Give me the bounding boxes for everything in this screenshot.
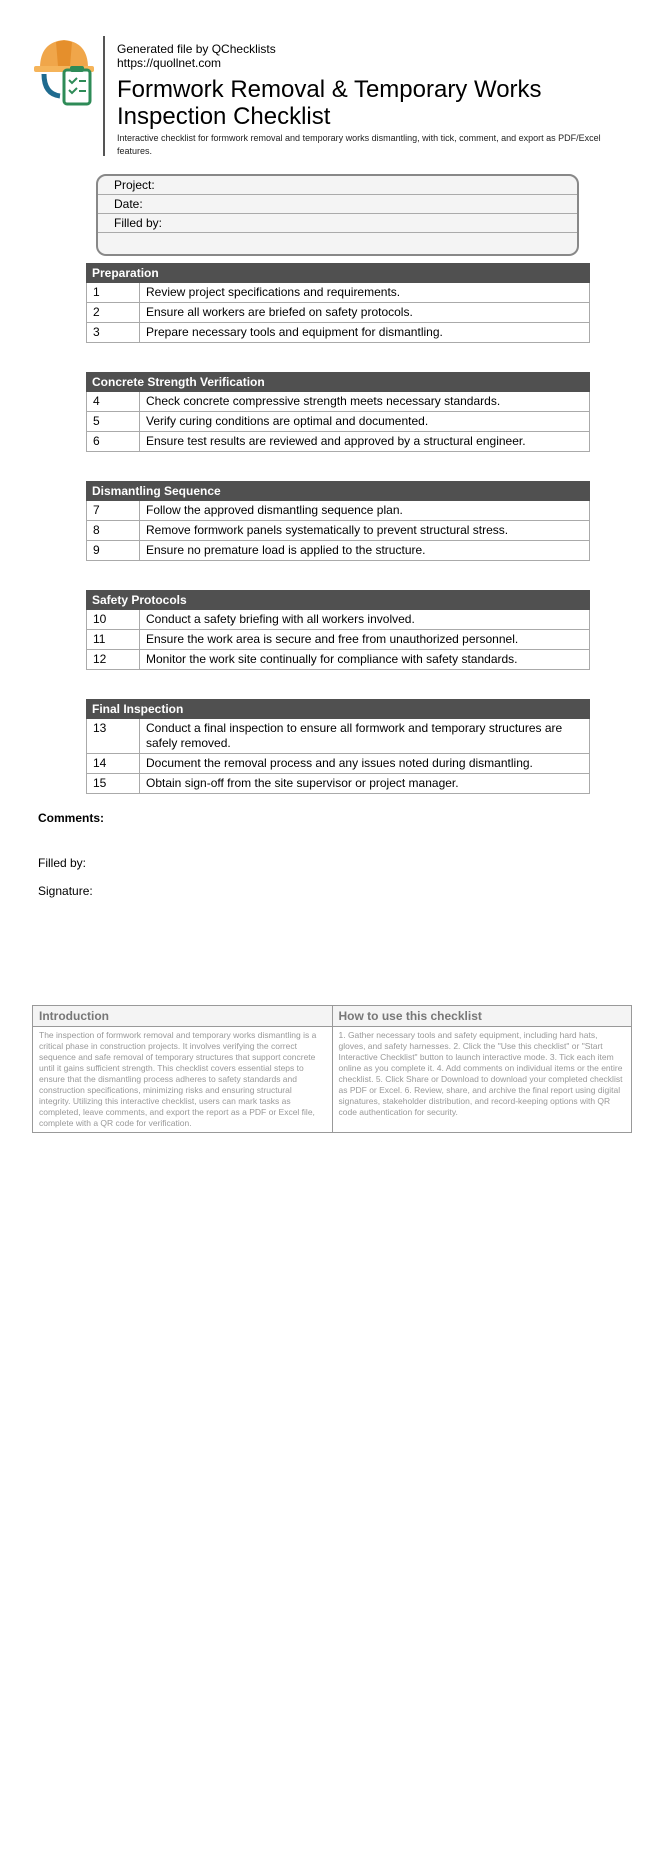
- item-number: 1: [87, 283, 140, 302]
- item-text: Monitor the work site continually for compliance with safety standards.: [146, 652, 518, 666]
- item-number: 14: [87, 754, 140, 773]
- section-concrete-strength: [86, 372, 590, 452]
- checklist-row[interactable]: [86, 432, 590, 452]
- howto-body: 1. Gather necessary tools and safety equipment, including hard hats, gloves, and safety harnesses. 2. Click the "Use this checklist" or "Start Interactive Checklist" button to launch interactive mode. 3. Tick each item online as you complete it. 4. Add comments on individual items or the entire checklist. 5. Click Share or Download to download your completed checklist as PDF or Excel. 6. Review, share, and archive the final report using digital signatures, stakeholder distribution, and record-keeping options with QR code authentication for security.: [338, 1030, 623, 1117]
- item-text: Prepare necessary tools and equipment for dismantling.: [146, 325, 443, 339]
- item-number: 9: [87, 541, 140, 560]
- section-title: Safety Protocols: [86, 590, 590, 610]
- introduction-column: [33, 1006, 332, 1132]
- item-number: 15: [87, 774, 140, 793]
- item-text: Conduct a final inspection to ensure all formwork and temporary structures are safely removed.: [146, 721, 563, 750]
- hardhat-checklist-logo-icon: [34, 36, 104, 112]
- introduction-title: Introduction: [33, 1006, 332, 1027]
- item-text: Ensure test results are reviewed and approved by a structural engineer.: [146, 434, 526, 448]
- signature-label: Signature:: [38, 884, 93, 898]
- item-number: 12: [87, 650, 140, 669]
- item-text: Obtain sign-off from the site supervisor or project manager.: [146, 776, 459, 790]
- checklist-row[interactable]: [86, 521, 590, 541]
- section-title: Concrete Strength Verification: [86, 372, 590, 392]
- item-text: Ensure the work area is secure and free from unauthorized personnel.: [146, 632, 519, 646]
- checklist-row[interactable]: [86, 650, 590, 670]
- item-text: Follow the approved dismantling sequence plan.: [146, 503, 403, 517]
- howto-column: [332, 1006, 632, 1132]
- section-title: Dismantling Sequence: [86, 481, 590, 501]
- comments-label: Comments:: [38, 811, 105, 825]
- document-header: [34, 36, 634, 158]
- header-divider: [103, 36, 105, 156]
- source-url[interactable]: https://quollnet.com: [117, 56, 222, 70]
- page-title: Formwork Removal & Temporary Works Inspection Checklist: [117, 76, 542, 130]
- checklist-row[interactable]: [86, 323, 590, 343]
- item-text: Review project specifications and requirements.: [146, 285, 401, 299]
- checklist-row[interactable]: [86, 774, 590, 794]
- checklist-row[interactable]: [86, 501, 590, 521]
- item-text: Ensure no premature load is applied to the structure.: [146, 543, 426, 557]
- item-number: 8: [87, 521, 140, 540]
- header-text: [117, 42, 637, 158]
- item-number: 3: [87, 323, 140, 342]
- section-preparation: [86, 263, 590, 343]
- checklist-row[interactable]: [86, 610, 590, 630]
- section-title: Final Inspection: [86, 699, 590, 719]
- howto-title: How to use this checklist: [333, 1006, 632, 1027]
- item-text: Verify curing conditions are optimal and documented.: [146, 414, 429, 428]
- item-text: Check concrete compressive strength meets necessary standards.: [146, 394, 501, 408]
- checklist-row[interactable]: [86, 630, 590, 650]
- section-title: Preparation: [86, 263, 590, 283]
- checklist-row[interactable]: [86, 303, 590, 323]
- introduction-body: The inspection of formwork removal and temporary works dismantling is a critical phase in construction projects. It involves verifying the correct sequence and safe removal of temporary structures that support concrete until it gains sufficient strength. This checklist covers essential steps to ensure that the dismantling process adheres to safety standards and construction specifications, minimizing risks and ensuring structural integrity. Utilizing this interactive checklist, users can mark tasks as completed, leave comments, and export the report as a PDF or Excel file, complete with a QR code for verification.: [39, 1030, 317, 1128]
- item-text: Remove formwork panels systematically to prevent structural stress.: [146, 523, 509, 537]
- filled-by-field[interactable]: Filled by:: [98, 214, 577, 233]
- item-number: 13: [87, 719, 140, 753]
- filled-by-label: Filled by:: [38, 856, 87, 870]
- item-number: 4: [87, 392, 140, 411]
- date-field[interactable]: Date:: [98, 195, 577, 214]
- page-description: Interactive checklist for formwork removal and temporary works dismantling, with tick, comment, and export as PDF/Excel features.: [117, 133, 601, 156]
- checklist-row[interactable]: [86, 541, 590, 561]
- checklist-row[interactable]: [86, 283, 590, 303]
- section-dismantling-sequence: [86, 481, 590, 561]
- item-number: 10: [87, 610, 140, 629]
- item-number: 11: [87, 630, 140, 649]
- info-fields-box: [96, 174, 579, 256]
- item-number: 5: [87, 412, 140, 431]
- item-text: Ensure all workers are briefed on safety protocols.: [146, 305, 413, 319]
- item-number: 2: [87, 303, 140, 322]
- item-text: Conduct a safety briefing with all workers involved.: [146, 612, 415, 626]
- checklist-row[interactable]: [86, 754, 590, 774]
- checklist-row[interactable]: [86, 412, 590, 432]
- item-text: Document the removal process and any issues noted during dismantling.: [146, 756, 533, 770]
- item-number: 6: [87, 432, 140, 451]
- checklist-row[interactable]: [86, 719, 590, 754]
- checklist-row[interactable]: [86, 392, 590, 412]
- intro-howto-table: [32, 1005, 632, 1133]
- item-number: 7: [87, 501, 140, 520]
- section-final-inspection: [86, 699, 590, 794]
- project-field[interactable]: Project:: [98, 176, 577, 195]
- section-safety-protocols: [86, 590, 590, 670]
- generated-by: Generated file by QChecklists: [117, 42, 276, 56]
